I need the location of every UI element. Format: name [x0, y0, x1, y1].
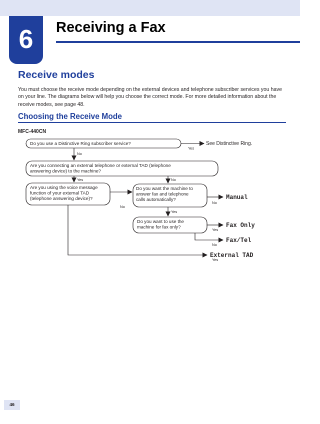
label-q5-no: No	[212, 243, 217, 247]
mode-manual: Manual	[226, 194, 248, 201]
label-q2-no: No	[171, 178, 176, 182]
question-text-fax-only-line2: machine for fax only?	[137, 224, 181, 230]
question-text-auto-answer-line1: Do you want the machine to	[136, 186, 193, 191]
label-q2-yes: Yes	[77, 178, 84, 182]
arrow-q5-no	[195, 233, 223, 240]
result-distinctive-ring: See Distinctive Ring.	[206, 141, 253, 148]
label-q5-yes: Yes	[212, 228, 219, 232]
question-text-distinctive-ring: Do you use a Distinctive Ring subscriber service?	[30, 141, 131, 147]
question-text-fax-only-line1: Do you want to use the	[137, 219, 184, 224]
model-label: MFC-440CN	[18, 129, 47, 135]
mode-fax-only: Fax Only	[226, 222, 255, 229]
question-text-voice-message-line3: (telephone answering device)?	[30, 195, 93, 201]
question-text-external-device-line1: Are you connecting an external telephone or external TAD (telephone	[30, 163, 171, 169]
question-text-auto-answer-line2: answer fax and telephone	[136, 191, 189, 197]
question-text-external-device-line2: answering device) to the machine?	[30, 168, 101, 174]
label-q3-no: No	[120, 205, 125, 209]
mode-external-tad: External TAD	[210, 252, 254, 259]
label-q1-no: No	[77, 152, 82, 156]
mode-fax-tel: Fax/Tel	[226, 237, 252, 244]
section-body-text: You must choose the receive mode depending on the external devices and telephone subscriber services you have on your line. The diagrams below will help you choose the correct mode. For more detailed information about the receive modes, see page 48.	[18, 87, 282, 108]
chapter-title: Receiving a Fax	[56, 20, 166, 36]
label-tad-yes: Yes	[212, 258, 219, 262]
question-text-auto-answer-line3: calls automatically?	[136, 196, 176, 202]
label-q4-yes: Yes	[171, 210, 178, 214]
chapter-number-badge: 6	[9, 16, 43, 64]
arrow-q3-yes	[68, 205, 207, 255]
section-heading: Receive modes	[18, 69, 95, 81]
subsection-heading: Choosing the Receive Mode	[18, 112, 122, 121]
label-q1-yes: Yes	[188, 146, 195, 151]
question-text-voice-message-line1: Are you using the voice message	[30, 185, 98, 190]
page-number: 46	[4, 400, 20, 410]
label-q4-no: No	[212, 201, 217, 205]
question-text-voice-message-line2: function of your external TAD	[30, 190, 90, 196]
